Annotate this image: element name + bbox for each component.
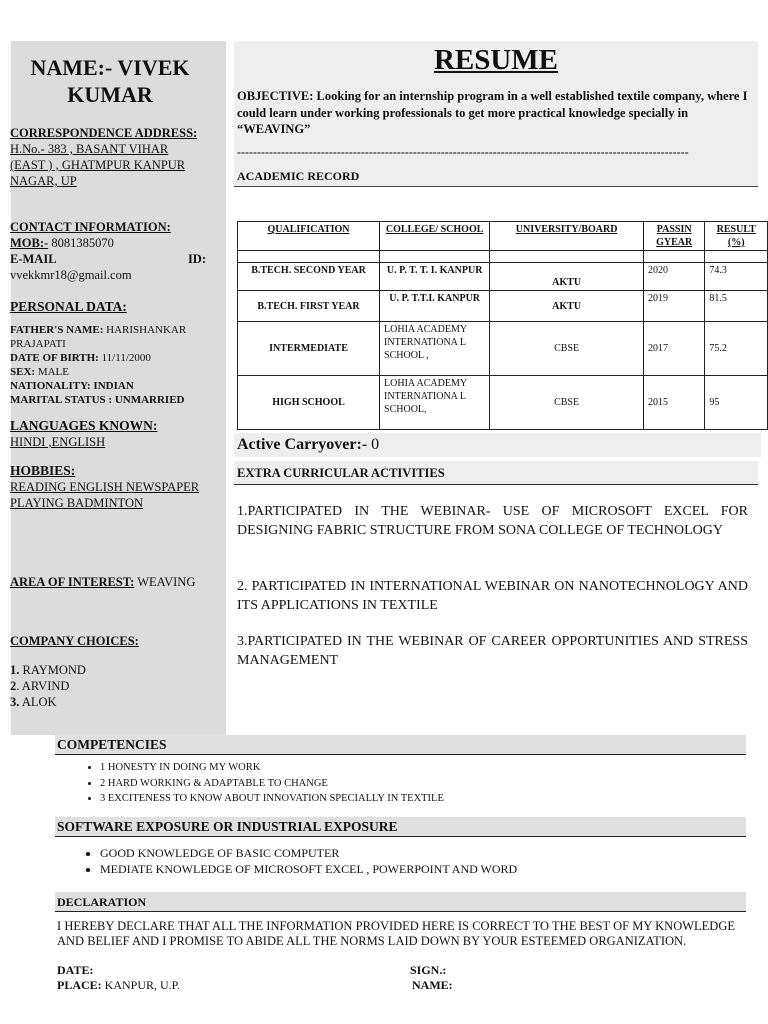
academic-record-label: ACADEMIC RECORD <box>237 169 360 183</box>
qualification-cell: INTERMEDIATE <box>238 322 380 376</box>
table-header: COLLEGE/ SCHOOL <box>380 222 490 251</box>
address-text: H.No.- 383 , BASANT VIHAR (EAST ) , GHATMPUR KANPUR NAGAR, UP <box>10 142 186 188</box>
company-num: 1. <box>10 663 20 677</box>
college-cell: LOHIA ACADEMY INTERNATIONA L SCHOOL, <box>380 376 490 430</box>
college-cell: U. P. T. T. I. KANPUR <box>380 263 490 291</box>
table-row <box>238 376 768 430</box>
carryover-value: 0 <box>371 436 380 453</box>
academic-table <box>237 221 768 430</box>
place-value: KANPUR, U.P. <box>104 978 181 992</box>
carryover <box>234 433 761 457</box>
board-cell: CBSE <box>490 376 644 430</box>
activity-item: 1.PARTICIPATED IN THE WEBINAR- USE OF MICROSOFT EXCEL FOR DESIGNING FABRIC STRUCTURE FROM SONA COLLEGE OF TECHNOLOGY <box>237 504 748 538</box>
correspondence-label: CORRESPONDENCE ADDRESS: <box>10 126 198 140</box>
table-row <box>238 291 768 322</box>
board-cell: CBSE <box>490 322 644 376</box>
email-id-label: ID: <box>187 252 206 266</box>
objective: OBJECTIVE: Looking for an internship program in a well established textile company, where I could learn under working professionals to get more practical knowledge specially in “WEAVING” <box>237 89 748 136</box>
qualification-cell: HIGH SCHOOL <box>238 376 380 430</box>
languages-value: HINDI ,ENGLISH <box>10 435 106 449</box>
place-line <box>57 978 180 993</box>
eca-heading: EXTRA CURRICULAR ACTIVITIES <box>234 461 758 485</box>
sign-label: SIGN.: <box>410 963 447 977</box>
company-num: 2 <box>10 679 17 693</box>
software-heading: SOFTWARE EXPOSURE OR INDUSTRIAL EXPOSURE <box>55 817 746 837</box>
interest-block <box>10 574 206 590</box>
dob-value: 11/11/2000 <box>101 352 151 364</box>
table-header: QUALIFICATION <box>238 222 380 251</box>
activity-item: 2. PARTICIPATED IN INTERNATIONAL WEBINAR ON NANOTECHNOLOGY AND ITS APPLICATIONS IN TEXTILE <box>237 579 748 613</box>
list-item: • 1 HONESTY IN DOING MY WORK <box>100 760 444 776</box>
languages-block <box>10 418 206 450</box>
list-item: • MEDIATE KNOWLEDGE OF MICROSOFT EXCEL , POWERPOINT AND WORD <box>100 862 517 878</box>
year-cell: 2019 <box>643 291 704 322</box>
company-name: ALOK <box>21 695 57 709</box>
list-item: • 3 EXCITENESS TO KNOW ABOUT INNOVATION SPECIALLY IN TEXTILE <box>100 791 444 807</box>
languages-label: LANGUAGES KNOWN: <box>10 418 158 433</box>
result-cell: 75.2 <box>705 322 768 376</box>
list-item: • 2 HARD WORKING & ADAPTABLE TO CHANGE <box>100 776 444 792</box>
father-value: HARISHANKAR PRAJAPATI <box>10 324 187 350</box>
father-label: FATHER'S NAME: <box>10 324 104 336</box>
result-cell: 95 <box>705 376 768 430</box>
hobbies-label: HOBBIES: <box>10 463 76 478</box>
result-cell: 74.3 <box>705 263 768 291</box>
divider <box>234 186 758 187</box>
list-item: • GOOD KNOWLEDGE OF BASIC COMPUTER <box>100 846 517 862</box>
company-block <box>10 633 206 710</box>
table-header: PASSIN GYEAR <box>643 222 704 251</box>
table-header: RESULT (%) <box>705 222 768 251</box>
hobby-item: READING ENGLISH NEWSPAPER <box>10 480 200 494</box>
year-cell: 2017 <box>643 322 704 376</box>
year-cell: 2020 <box>643 263 704 291</box>
mob-label: MOB:- <box>10 236 49 250</box>
interest-value: WEAVING <box>137 575 196 589</box>
email-label: E-MAIL <box>10 252 57 266</box>
sex-label: SEX: <box>10 366 36 378</box>
nationality: NATIONALITY: INDIAN <box>10 380 134 392</box>
contact-label: CONTACT INFORMATION: <box>10 220 171 234</box>
email-value: vvekkmr18@gmail.com <box>10 268 132 282</box>
name-label: NAME: <box>412 978 453 992</box>
personal-block <box>10 299 206 407</box>
qualification-cell: B.TECH. SECOND YEAR <box>238 263 380 291</box>
software-list <box>78 846 517 877</box>
board-cell: AKTU <box>490 291 644 322</box>
place-label: PLACE: <box>57 978 102 992</box>
college-cell: LOHIA ACADEMY INTERNATIONA L SCHOOL , <box>380 322 490 376</box>
hobbies-block <box>10 463 206 511</box>
resume-title: RESUME <box>433 44 559 76</box>
carryover-label: Active Carryover:- <box>237 436 368 453</box>
company-name: RAYMOND <box>22 663 86 677</box>
company-num: 3. <box>10 695 20 709</box>
sex-value: MALE <box>37 366 69 378</box>
candidate-name: NAME:- VIVEK KUMAR <box>30 55 190 107</box>
mob-value: 8081385070 <box>51 236 114 250</box>
divider-dashes: ----------------------------------------------------------------------------------------------------------------- <box>237 145 689 159</box>
declaration-text: I HEREBY DECLARE THAT ALL THE INFORMATION PROVIDED HERE IS CORRECT TO THE BEST OF MY KNOWLEDGE AND BELIEF AND I PROMISE TO ABIDE ALL THE NORMS LAID DOWN BY YOUR ESTEEMED ORGANIZATION. <box>57 919 735 948</box>
result-cell: 81.5 <box>705 291 768 322</box>
board-cell: AKTU <box>490 263 644 291</box>
qualification-cell: B.TECH. FIRST YEAR <box>238 291 380 322</box>
address-block <box>10 125 206 189</box>
interest-label: AREA OF INTEREST: <box>10 575 135 589</box>
personal-label: PERSONAL DATA: <box>10 299 127 314</box>
table-row <box>238 263 768 291</box>
competencies-list <box>78 760 444 807</box>
company-label: COMPANY CHOICES: <box>10 634 139 648</box>
dob-label: DATE OF BIRTH: <box>10 352 99 364</box>
competencies-heading: COMPETENCIES <box>55 735 746 755</box>
marital-status: MARITAL STATUS : UNMARRIED <box>10 394 185 406</box>
college-cell: U. P. T.T.I. KANPUR <box>380 291 490 322</box>
company-name: . ARVIND <box>16 679 70 693</box>
table-header-row <box>238 222 768 251</box>
table-row <box>238 322 768 376</box>
table-header: UNIVERSITY/BOARD <box>490 222 644 251</box>
activity-item: 3.PARTICIPATED IN THE WEBINAR OF CAREER OPPORTUNITIES AND STRESS MANAGEMENT <box>237 634 748 668</box>
date-label: DATE: <box>57 963 94 977</box>
table-spacer-row <box>238 251 768 263</box>
contact-block <box>10 219 206 283</box>
hobby-item: PLAYING BADMINTON <box>10 496 143 510</box>
year-cell: 2015 <box>643 376 704 430</box>
declaration-heading: DECLARATION <box>55 892 746 912</box>
